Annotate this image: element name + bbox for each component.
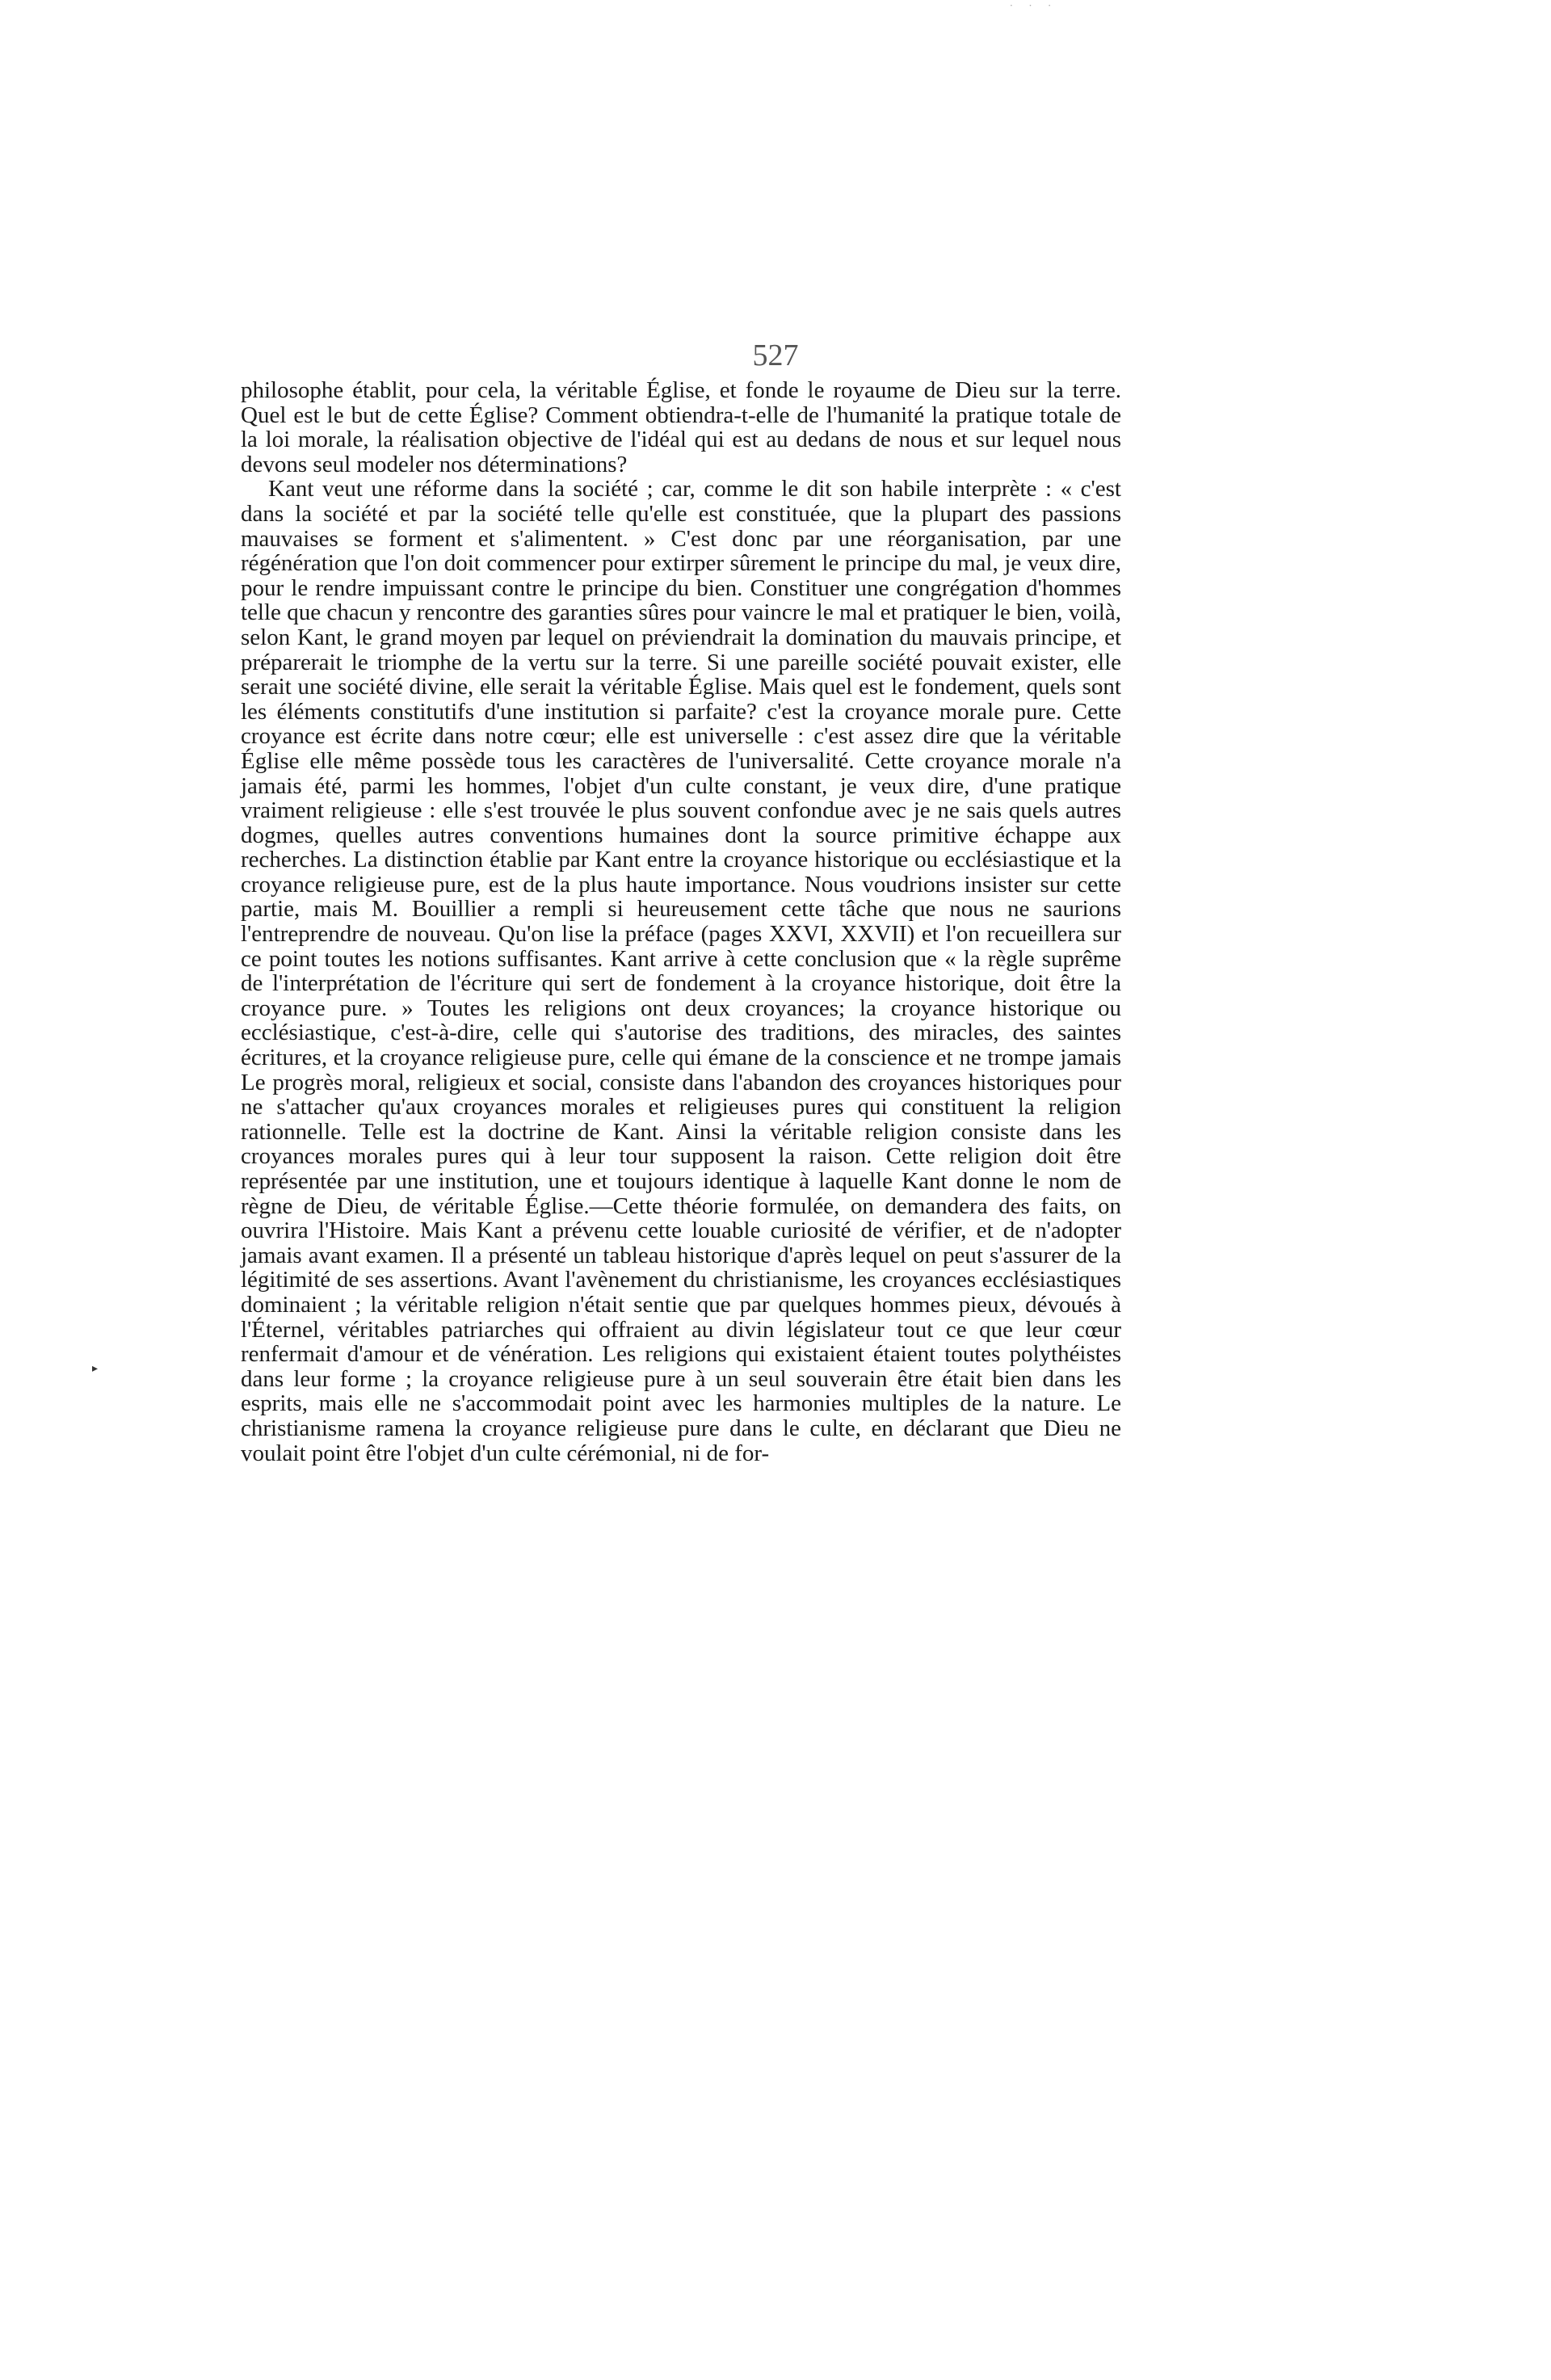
page-number: 527 <box>752 338 799 372</box>
body-text <box>241 378 1121 1465</box>
margin-mark: ▸ <box>92 1362 99 1375</box>
paragraph-kant-reform: Kant veut une réforme dans la société ; car, comme le dit son habile interprète : « c'est dans la société et par la société telle qu'elle est constituée, que la plupart des passions mauvaises se forment et s'alimentent. » C'est donc par une réorganisation, par une régénération que l'on doit commencer pour extirper sûrement le principe du mal, je veux dire, pour le rendre impuissant contre le principe du bien. Constituer une congrégation d'hommes telle que chacun y rencontre des garanties sûres pour vaincre le mal et pratiquer le bien, voilà, selon Kant, le grand moyen par lequel on préviendrait la domination du mauvais principe, et préparerait le triomphe de la vertu sur la terre. Si une pareille société pouvait exister, elle serait une société divine, elle serait la véritable Église. Mais quel est le fondement, quels sont les éléments constitutifs d'une institution si parfaite? c'est la croyance morale pure. Cette croyance est écrite dans notre cœur; elle est universelle : c'est assez dire que la véritable Église elle même possède tous les caractères de l'universalité. Cette croyance morale n'a jamais été, parmi les hommes, l'objet d'un culte constant, je veux dire, d'une pratique vraiment religieuse : elle s'est trouvée le plus souvent confondue avec je ne sais quels autres dogmes, quelles autres conventions humaines dont la source primitive échappe aux recherches. La distinction établie par Kant entre la croyance historique ou ecclésiastique et la croyance religieuse pure, est de la plus haute importance. Nous voudrions insister sur cette partie, mais M. Bouillier a rempli si heureusement cette tâche que nous ne saurions l'entreprendre de nouveau. Qu'on lise la préface (pages XXVI, XXVII) et l'on recueillera sur ce point toutes les notions suffisantes. Kant arrive à cette conclusion que « la règle suprême de l'interprétation de l'écriture qui sert de fondement à la croyance historique, doit être la croyance pure. » Toutes les religions ont deux croyances; la croyance historique ou ecclésiastique, c'est-à-dire, celle qui s'autorise des traditions, des miracles, des saintes écritures, et la croyance religieuse pure, celle qui émane de la conscience et ne trompe jamais Le progrès moral, religieux et social, consiste dans l'abandon des croyances historiques pour ne s'attacher qu'aux croyances morales et religieuses pures qui constituent la religion rationnelle. Telle est la doctrine de Kant. Ainsi la véritable religion consiste dans les croyances morales pures qui à leur tour supposent la raison. Cette religion doit être représentée par une institution, une et toujours identique à laquelle Kant donne le nom de règne de Dieu, de véritable Église.—Cette théorie formulée, on demandera des faits, on ouvrira l'Histoire. Mais Kant a prévenu cette louable curiosité de vérifier, et de n'adopter jamais avant examen. Il a présenté un tableau historique d'après lequel on peut s'assurer de la légitimité de ses assertions. Avant l'avènement du christianisme, les croyances ecclésiastiques dominaient ; la véritable religion n'était sentie que par quelques hommes pieux, dévoués à l'Éternel, véritables patriarches qui offraient au divin législateur tout ce que leur cœur renfermait d'amour et de vénération. Les religions qui existaient étaient toutes polythéistes dans leur forme ; la croyance religieuse pure à un seul souverain être était bien dans les esprits, mais elle ne s'accommodait point avec les harmonies multiples de la nature. Le christianisme ramena la croyance religieuse pure dans le culte, en déclarant que Dieu ne voulait point être l'objet d'un culte cérémonial, ni de for- <box>241 476 1121 1466</box>
corner-marks: · · · <box>1010 0 1058 11</box>
paragraph-continuation: philosophe établit, pour cela, la véritable Église, et fonde le royaume de Dieu sur la terre. Quel est le but de cette Église? Comment obtiendra-t-elle de l'humanité la pratique totale de la loi morale, la réalisation objective de l'idéal qui est au dedans de nous et sur lequel nous devons seul modeler nos déterminations? <box>241 377 1121 477</box>
